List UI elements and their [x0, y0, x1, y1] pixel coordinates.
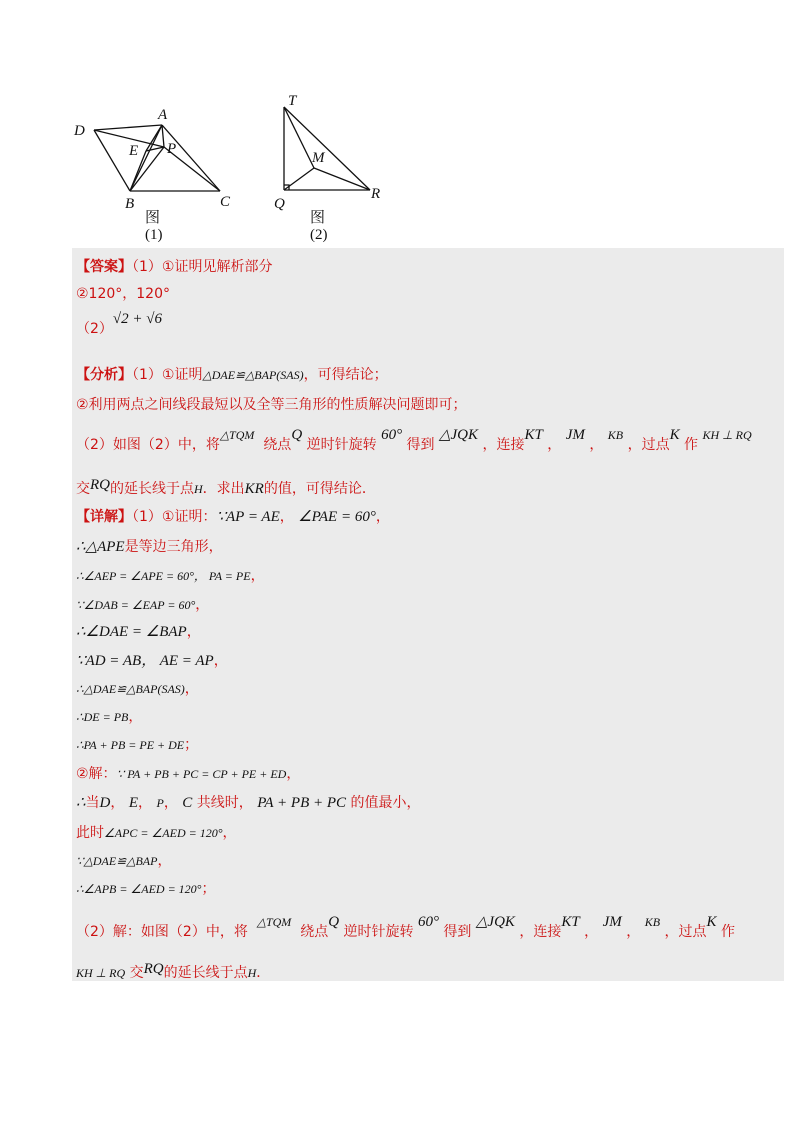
answer-line-1: 【答案】（1）①证明见解析部分 [76, 259, 273, 275]
analysis-line-3: （2）如图（2）中，将△TQM 绕点Q 逆时针旋转 60° 得到 △JQK ，连接KT ， JM ， KB ，过点K 作 KH ⊥ RQ [76, 427, 752, 453]
label-A: A [158, 107, 168, 123]
detail-line-2: ∴△APE是等边三角形， [76, 539, 223, 555]
detail-line-12: 此时∠APC = ∠AED = 120°， [76, 825, 237, 841]
label-Q: Q [274, 196, 285, 212]
analysis-line-1: 【分析】（1）①证明△DAE≌△BAP(SAS)，可得结论； [76, 367, 388, 383]
analysis-line-4: 交RQ的延长线于点H．求出KR的值，可得结论． [76, 477, 376, 497]
label-E: E [129, 143, 139, 159]
label-M: M [312, 150, 325, 166]
detail-line-13: ∵△DAE≌△BAP， [76, 853, 172, 869]
detail-tag: 【详解】 [76, 509, 132, 525]
analysis-tag: 【分析】 [76, 367, 132, 383]
detail-line-4: ∵∠DAB = ∠EAP = 60°， [76, 597, 210, 613]
figure-2-triangle [270, 92, 400, 212]
answer-line-2: ②120°，120° [76, 286, 170, 302]
detail-line-15: （2）解：如图（2）中，将 △TQM 绕点Q 逆时针旋转 60° 得到 △JQK ，连接KT ， JM ， KB ，过点K 作 [76, 914, 735, 940]
detail-line-16: KH ⊥ RQ 交RQ的延长线于点H． [76, 961, 271, 981]
label-C: C [220, 194, 231, 210]
figure-1-quadrilateral [70, 92, 250, 212]
label-B: B [125, 196, 135, 212]
detail-line-1: 【详解】（1）①证明：∵AP = AE， ∠PAE = 60°， [76, 509, 390, 525]
label-P: P [167, 141, 177, 157]
label-T: T [288, 93, 297, 109]
label-D: D [74, 123, 85, 139]
detail-line-8: ∴DE = PB， [76, 709, 143, 725]
detail-line-7: ∴△DAE≌△BAP(SAS)， [76, 681, 199, 697]
detail-line-9: ∴PA + PB = PE + DE； [76, 737, 199, 753]
analysis-line-2: ②利用两点之间线段最短以及全等三角形的性质解决问题即可； [76, 397, 467, 413]
answer-tag: 【答案】 [76, 259, 132, 275]
detail-line-6: ∵AD = AB， AE = AP， [76, 653, 228, 669]
figure-2-caption: 图(2) [310, 210, 328, 243]
label-R: R [371, 186, 381, 202]
detail-line-14: ∴∠APB = ∠AED = 120°； [76, 881, 216, 897]
answer-value: √2 + √6 [112, 311, 163, 327]
detail-line-10: ②解：∵ PA + PB + PC = CP + PE + ED， [76, 766, 301, 782]
answer-line-3: （2）√2 + √6 [76, 311, 163, 337]
detail-line-5: ∴∠DAE = ∠BAP， [76, 624, 201, 640]
solution-box [72, 248, 784, 981]
detail-line-3: ∴∠AEP = ∠APE = 60°， PA = PE， [76, 568, 265, 584]
figure-1-caption: 图(1) [145, 210, 163, 243]
detail-line-11: ∴当D， E， P， C 共线时， PA + PB + PC 的值最小， [76, 795, 421, 811]
